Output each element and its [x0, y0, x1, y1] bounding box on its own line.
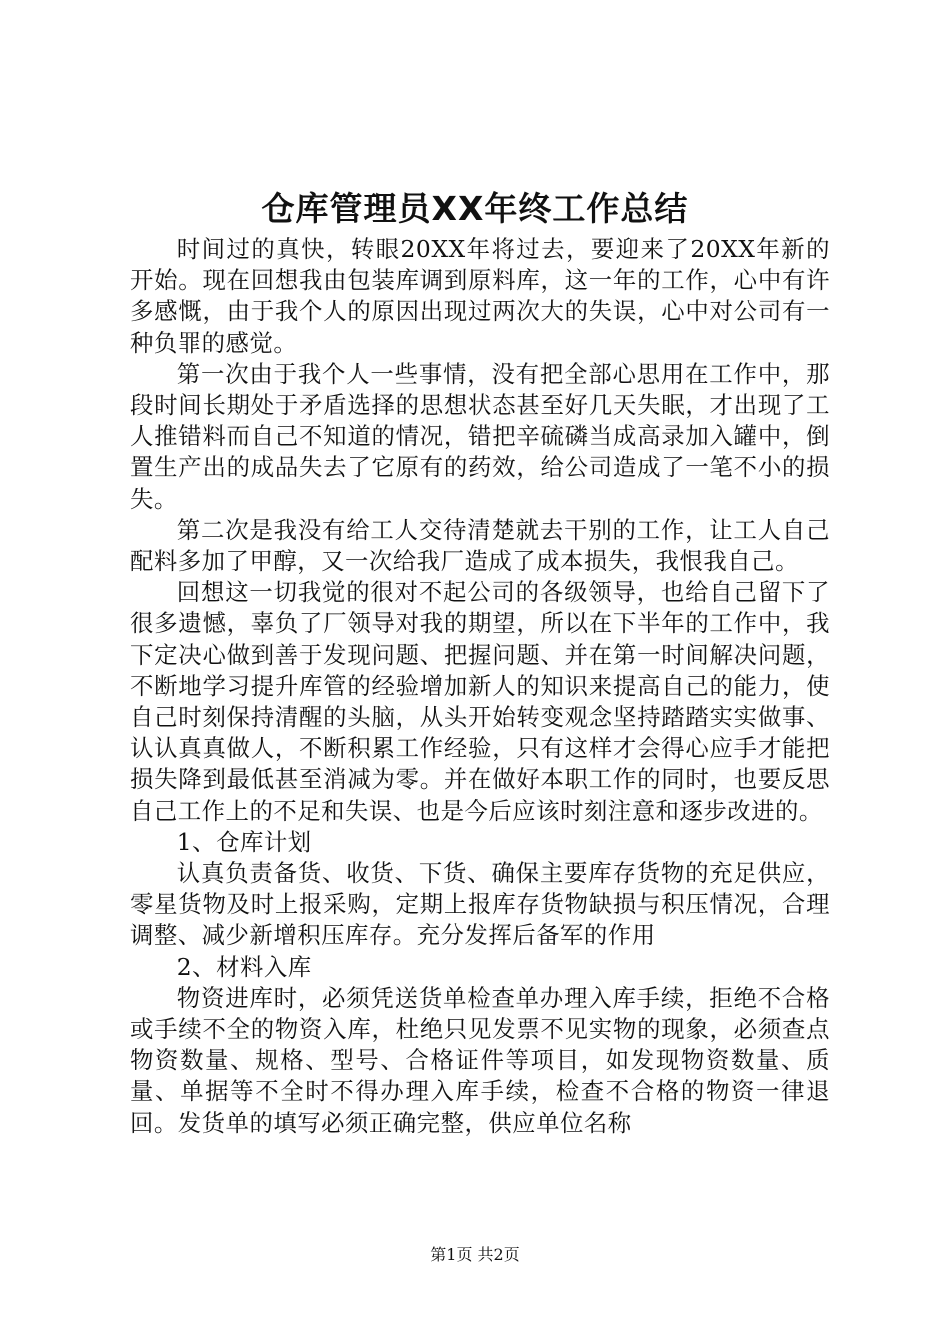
section-heading-material-inbound: 2、材料入库 — [176, 952, 312, 981]
document-title: 仓库管理员XX年终工作总结 — [261, 189, 689, 228]
paragraph-reflection: 回想这一切我觉的很对不起公司的各级领导，也给自己留下了很多遗憾，辜负了厂领导对我的期望，所以在下半年的工作中，我下定决心做到善于发现问题、把握问题、并在第一时间解决问题，不断地学习提升库管的经验增加新人的知识来提高自己的能力，使自己时刻保持清醒的头脑，从头开始转变观念坚持踏踏实实做事、认认真真做人，不断积累工作经验，只有这样才会得心应手才能把损失降到最低甚至消减为零。并在做好本职工作的同时，也要反思自己工作上的不足和失误、也是今后应该时刻注意和逐步改进的。 — [130, 578, 830, 825]
paragraph-first-mistake: 第一次由于我个人一些事情，没有把全部心思用在工作中，那段时间长期处于矛盾选择的思想状态甚至好几天失眠，才出现了工人推错料而自己不知道的情况，错把辛硫磷当成高录加入罐中，倒置生产出的成品失去了它原有的药效，给公司造成了一笔不小的损失。 — [130, 359, 830, 513]
section-text-warehouse-plan: 认真负责备货、收货、下货、确保主要库存货物的充足供应，零星货物及时上报采购，定期上报库存货物缺损与积压情况，合理调整、减少新增积压库存。充分发挥后备军的作用 — [130, 859, 830, 950]
paragraph-second-mistake: 第二次是我没有给工人交待清楚就去干别的工作，让工人自己配料多加了甲醇，又一次给我厂造成了成本损失，我恨我自己。 — [130, 515, 830, 576]
section-heading-warehouse-plan: 1、仓库计划 — [176, 827, 312, 856]
page-number-footer: 第1页 共2页 — [430, 1245, 520, 1264]
document-body — [130, 234, 830, 1139]
section-text-material-inbound: 物资进库时，必须凭送货单检查单办理入库手续，拒绝不合格或手续不全的物资入库，杜绝只见发票不见实物的现象，必须查点物资数量、规格、型号、合格证件等项目，如发现物资数量、质量、单据等不全时不得办理入库手续，检查不合格的物资一律退回。发货单的填写必须正确完整，供应单位名称 — [130, 983, 830, 1137]
paragraph-intro: 时间过的真快，转眼20XX年将过去，要迎来了20XX年新的开始。现在回想我由包装库调到原料库，这一年的工作，心中有许多感慨，由于我个人的原因出现过两次大的失误，心中对公司有一种负罪的感觉。 — [130, 235, 830, 357]
